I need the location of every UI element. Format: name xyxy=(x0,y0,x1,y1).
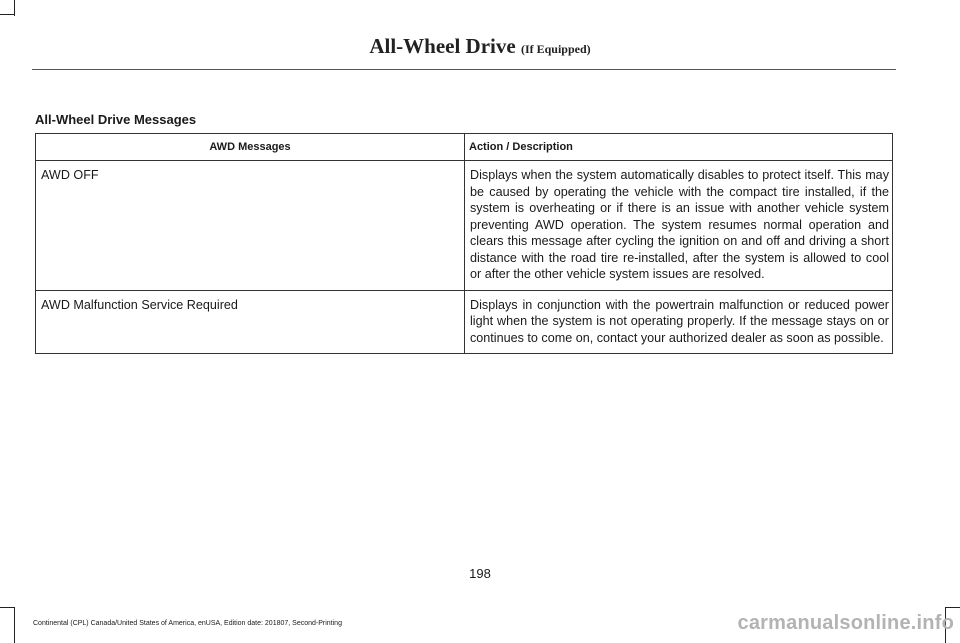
watermark-link[interactable]: carmanualsonline.info xyxy=(737,612,954,634)
message-cell: AWD Malfunction Service Required xyxy=(36,290,465,354)
crop-mark xyxy=(14,0,15,16)
footer-edition-info: Continental (CPL) Canada/United States of America, enUSA, Edition date: 201807, Second-Printing xyxy=(33,620,342,627)
column-header-action: Action / Description xyxy=(465,134,893,161)
table-row xyxy=(36,290,893,354)
crop-mark xyxy=(14,607,15,643)
header-subtitle: (If Equipped) xyxy=(520,42,591,56)
table-row xyxy=(36,161,893,291)
section-title: All-Wheel Drive Messages xyxy=(35,112,197,127)
crop-mark xyxy=(0,607,14,608)
page-number: 198 xyxy=(469,566,491,581)
header-rule xyxy=(32,69,896,70)
awd-messages-table xyxy=(35,133,893,354)
description-cell: Displays when the system automatically disables to protect itself. This may be caused by operating the vehicle with the compact tire installed, if the system is overheating or if there is an issue with another vehicle system preventing AWD operation. The system resumes normal operation and clears this message after cycling the ignition on and off and driving a short distance with the road tire re-installed, after the system is allowed to cool or after the other vehicle system issues are resolved. xyxy=(465,161,893,291)
message-cell: AWD OFF xyxy=(36,161,465,291)
column-header-messages: AWD Messages xyxy=(36,134,465,161)
header-title: All-Wheel Drive xyxy=(369,34,516,58)
table-header-row xyxy=(36,134,893,161)
crop-mark xyxy=(945,607,960,608)
crop-mark xyxy=(0,14,14,15)
description-cell: Displays in conjunction with the powertrain malfunction or reduced power light when the system is not operating properly. If the message stays on or continues to come on, contact your authorized dealer as soon as possible. xyxy=(465,290,893,354)
page-header xyxy=(0,34,960,59)
